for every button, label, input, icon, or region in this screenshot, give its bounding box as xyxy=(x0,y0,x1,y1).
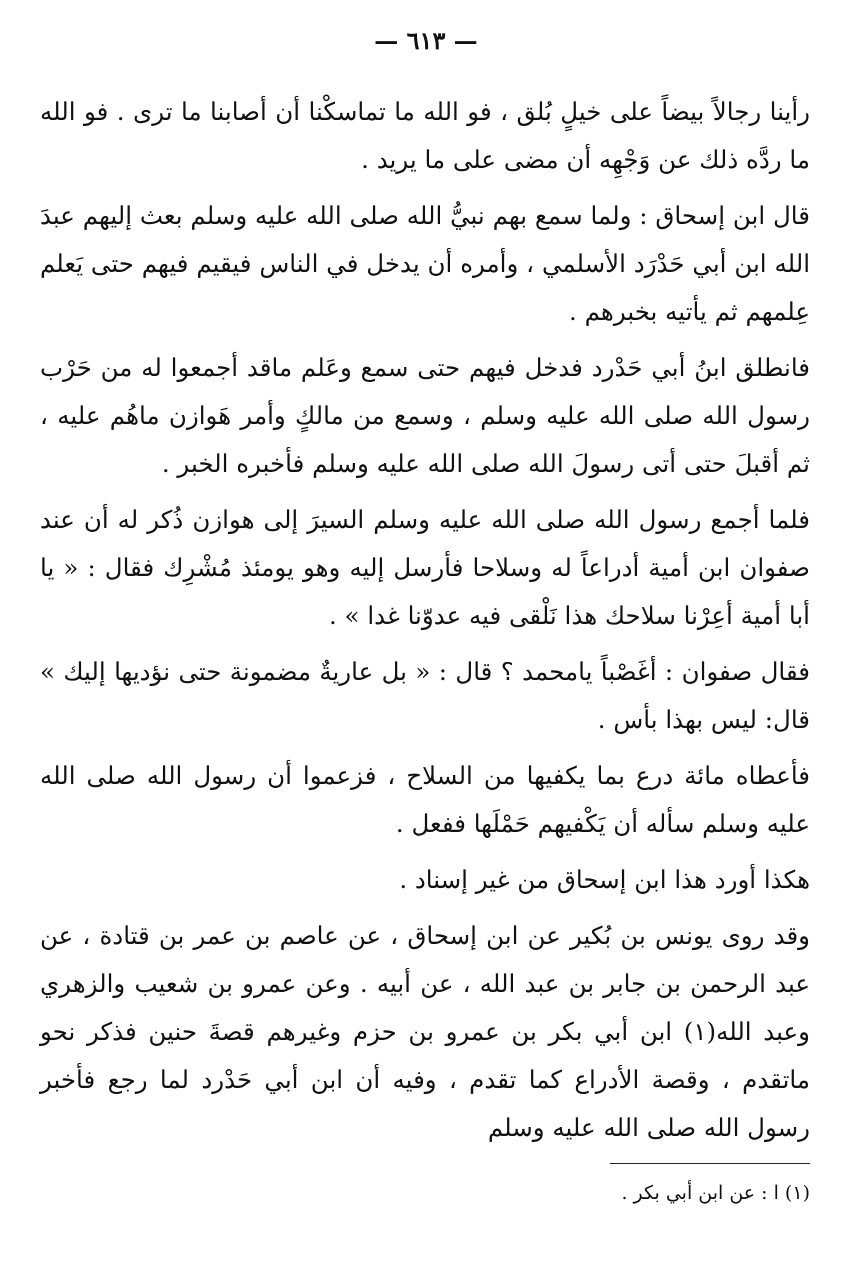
footnote-divider xyxy=(610,1163,810,1164)
paragraph-7: هكذا أورد هذا ابن إسحاق من غير إسناد . xyxy=(399,865,810,894)
paragraph-5: فقال صفوان : أغَصْباً يامحمد ؟ قال : « بل عاريةٌ مضمونة حتى نؤديها إليك » قال: ليس بهذا بأس . xyxy=(40,657,810,734)
paragraph-6: فأعطاه مائة درع بما يكفيها من السلاح ، فزعموا أن رسول الله صلى الله عليه وسلم سأله أن يَكْفيهم حَمْلَها ففعل . xyxy=(40,761,810,838)
paragraph-2: قال ابن إسحاق : ولما سمع بهم نبيُّ الله صلى الله عليه وسلم بعث إليهم عبدَ الله ابن أبي حَدْرَد الأسلمي ، وأمره أن يدخل في الناس فيقيم فيهم حتى يَعلم عِلمهم ثم يأتيه بخبرهم . xyxy=(40,201,810,326)
paragraph-4: فلما أجمع رسول الله صلى الله عليه وسلم السيرَ إلى هوازن ذُكر له أن عند صفوان ابن أمية أدراعاً له وسلاحا فأرسل إليه وهو يومئذ مُشْرِك فقال : « يا أبا أمية أعِرْنا سلاحك هذا نَلْقى فيه عدوّنا غدا » . xyxy=(40,505,810,630)
footnote: (١) ا : عن ابن أبي بكر . xyxy=(621,1182,810,1204)
main-text xyxy=(40,88,810,1152)
page-number: — ٦١٣ — xyxy=(374,26,478,55)
paragraph-1: رأينا رجالاً بيضاً على خيلٍ بُلق ، فو الله ما تماسكْنا أن أصابنا ما ترى . فو الله ما ردَّه ذلك عن وَجْهِه أن مضى على ما يريد . xyxy=(40,97,810,174)
paragraph-8: وقد روى يونس بن بُكير عن ابن إسحاق ، عن عاصم بن عمر بن قتادة ، عن عبد الرحمن بن جابر بن عبد الله ، عن أبيه . وعن عمرو بن شعيب والزهري وعبد الله(١) ابن أبي بكر بن عمرو بن حزم وغيرهم قصةَ حنين فذكر نحو ماتقدم ، وقصة الأدراع كما تقدم ، وفيه أن ابن أبي حَدْرد لما رجع فأخبر رسول الله صلى الله عليه وسلم xyxy=(40,921,810,1142)
paragraph-3: فانطلق ابنُ أبي حَدْرد فدخل فيهم حتى سمع وعَلم ماقد أجمعوا له من حَرْب رسول الله صلى الله عليه وسلم ، وسمع من مالكٍ وأمر هَوازن ماهُم عليه ، ثم أقبلَ حتى أتى رسولَ الله صلى الله عليه وسلم فأخبره الخبر . xyxy=(40,353,810,478)
